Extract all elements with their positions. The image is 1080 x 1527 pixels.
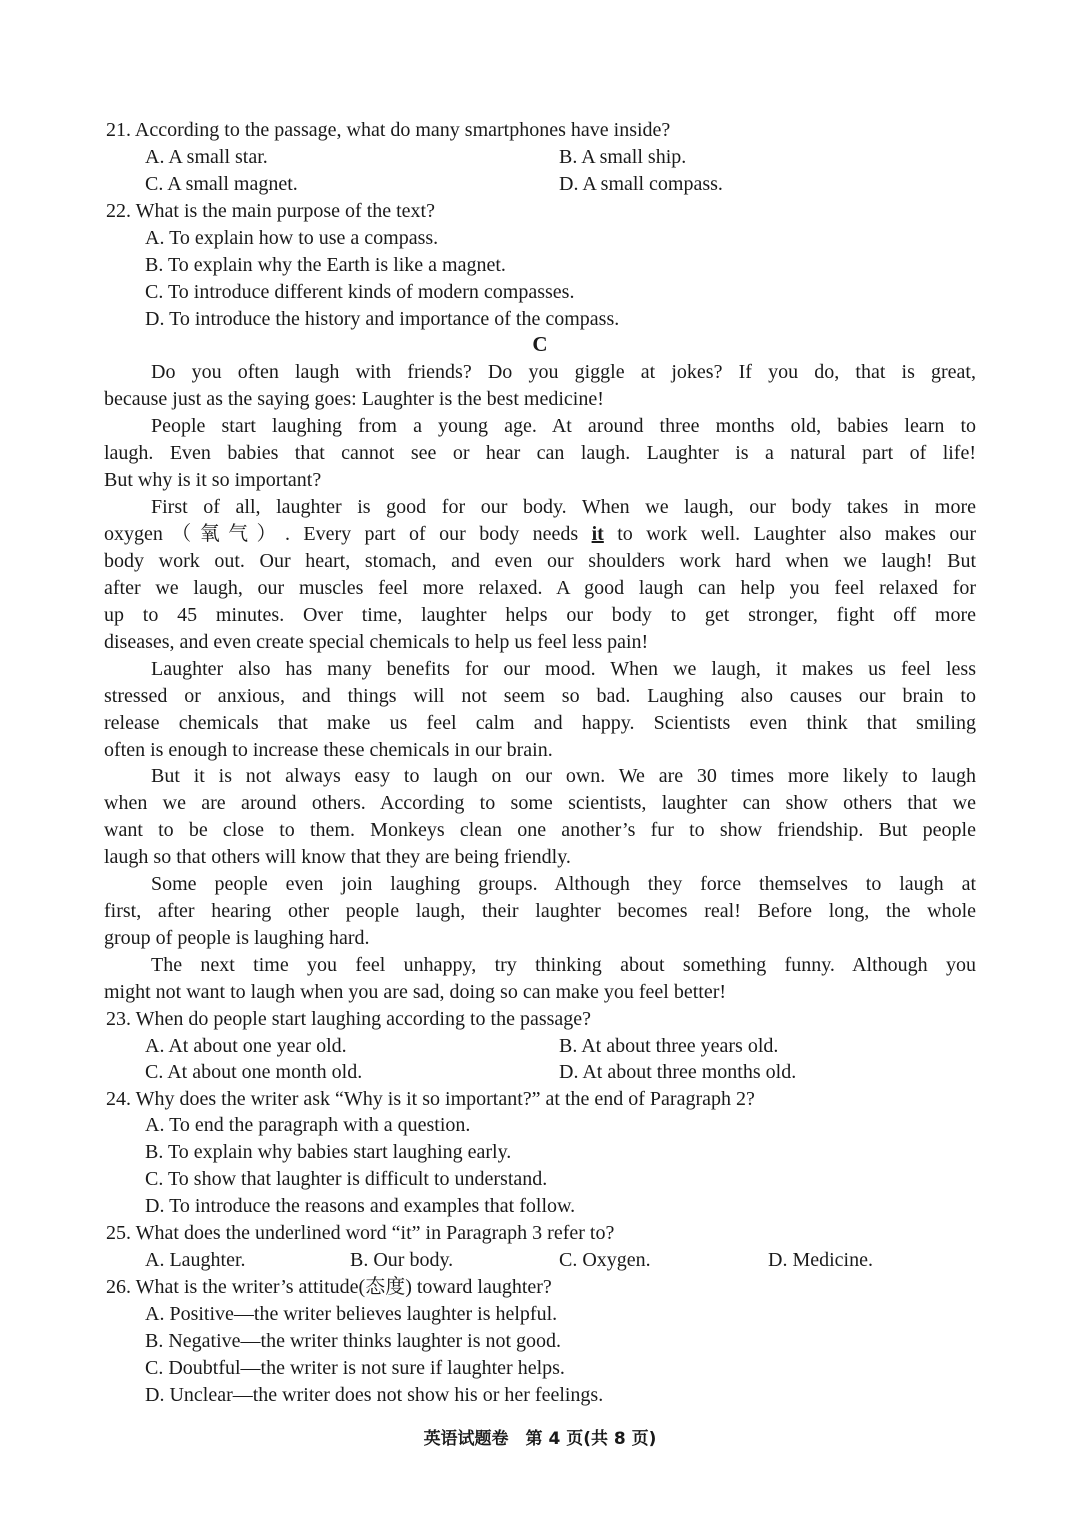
passage-line: Do you often laugh with friends? Do you giggle at jokes? If you do, that is great, <box>151 361 976 383</box>
question-24-option-d: D. To introduce the reasons and examples that follow. <box>145 1195 576 1217</box>
question-22-option-a: A. To explain how to use a compass. <box>145 227 439 249</box>
passage-line: when we are around others. According to some scientists, laughter can show others that we <box>104 792 976 814</box>
passage-line: up to 45 minutes. Over time, laughter helps our body to get stronger, fight off more <box>104 604 976 626</box>
question-22-option-b: B. To explain why the Earth is like a magnet. <box>145 254 506 276</box>
question-26-option-d: D. Unclear—the writer does not show his or her feelings. <box>145 1384 604 1406</box>
passage-line: release chemicals that make us feel calm and happy. Scientists even think that smiling <box>104 712 976 734</box>
section-heading: C <box>532 332 548 356</box>
page-footer: 英语试题卷 第 4 页(共 8 页) <box>423 1429 657 1449</box>
question-25-option-d: D. Medicine. <box>768 1249 873 1271</box>
question-26-option-a: A. Positive—the writer believes laughter is helpful. <box>145 1303 558 1325</box>
question-25-option-b: B. Our body. <box>350 1249 454 1271</box>
passage-line: Laughter also has many benefits for our mood. When we laugh, it makes us feel less <box>151 658 976 680</box>
question-21-option-a: A. A small star. <box>145 146 268 168</box>
question-25-stem: 25. What does the underlined word “it” in Paragraph 3 refer to? <box>106 1222 615 1244</box>
question-24-stem: 24. Why does the writer ask “Why is it so important?” at the end of Paragraph 2? <box>106 1088 755 1110</box>
passage-line <box>104 521 976 548</box>
passage-line: want to be close to them. Monkeys clean one another’s fur to show friendship. But people <box>104 819 976 841</box>
passage-line: often is enough to increase these chemicals in our brain. <box>104 739 553 761</box>
underlined-word: it <box>591 523 604 545</box>
passage-line: because just as the saying goes: Laughter is the best medicine! <box>104 388 604 410</box>
question-23-stem: 23. When do people start laughing according to the passage? <box>106 1008 592 1030</box>
passage-line: body work out. Our heart, stomach, and even our shoulders work hard when we laugh! But <box>104 550 976 572</box>
question-24-option-a: A. To end the paragraph with a question. <box>145 1114 471 1136</box>
question-22-option-d: D. To introduce the history and importance of the compass. <box>145 308 620 330</box>
question-21-option-c: C. A small magnet. <box>145 173 298 195</box>
question-23-option-d: D. At about three months old. <box>559 1061 797 1083</box>
question-24-option-b: B. To explain why babies start laughing early. <box>145 1141 512 1163</box>
question-23-option-a: A. At about one year old. <box>145 1035 347 1057</box>
question-21-stem: 21. According to the passage, what do many smartphones have inside? <box>106 119 671 141</box>
passage-line: But it is not always easy to laugh on our own. We are 30 times more likely to laugh <box>151 765 976 787</box>
question-23-option-c: C. At about one month old. <box>145 1061 363 1083</box>
passage-line: laugh. Even babies that cannot see or hear can laugh. Laughter is a natural part of life! <box>104 442 976 464</box>
passage-text: to work well. Laughter also makes our <box>603 523 976 545</box>
question-25-option-c: C. Oxygen. <box>559 1249 651 1271</box>
question-25-option-a: A. Laughter. <box>145 1249 246 1271</box>
passage-line: might not want to laugh when you are sad, doing so can make you feel better! <box>104 981 727 1003</box>
passage-line: laugh so that others will know that they are being friendly. <box>104 846 571 868</box>
passage-line: group of people is laughing hard. <box>104 927 370 949</box>
question-26-stem: 26. What is the writer’s attitude(态度) toward laughter? <box>106 1276 552 1298</box>
passage-line: But why is it so important? <box>104 469 322 491</box>
passage-line: diseases, and even create special chemicals to help us feel less pain! <box>104 631 649 653</box>
question-24-option-c: C. To show that laughter is difficult to understand. <box>145 1168 548 1190</box>
passage-line: People start laughing from a young age. At around three months old, babies learn to <box>151 415 976 437</box>
passage-text: oxygen（氧气）. Every part of our body needs <box>104 523 592 545</box>
question-26-option-b: B. Negative—the writer thinks laughter is not good. <box>145 1330 562 1352</box>
question-23-option-b: B. At about three years old. <box>559 1035 779 1057</box>
passage-line: first, after hearing other people laugh, their laughter becomes real! Before long, the whole <box>104 900 976 922</box>
passage-line: First of all, laughter is good for our body. When we laugh, our body takes in more <box>151 496 976 518</box>
question-21-option-b: B. A small ship. <box>559 146 687 168</box>
question-22-stem: 22. What is the main purpose of the text? <box>106 200 435 222</box>
passage-line: after we laugh, our muscles feel more relaxed. A good laugh can help you feel relaxed for <box>104 577 976 599</box>
question-26-option-c: C. Doubtful—the writer is not sure if laughter helps. <box>145 1357 565 1379</box>
passage-line: stressed or anxious, and things will not seem so bad. Laughing also causes our brain to <box>104 685 976 707</box>
question-21-option-d: D. A small compass. <box>559 173 723 195</box>
passage-line: The next time you feel unhappy, try thinking about something funny. Although you <box>151 954 976 976</box>
passage-line: Some people even join laughing groups. Although they force themselves to laugh at <box>151 873 976 895</box>
question-22-option-c: C. To introduce different kinds of modern compasses. <box>145 281 575 303</box>
